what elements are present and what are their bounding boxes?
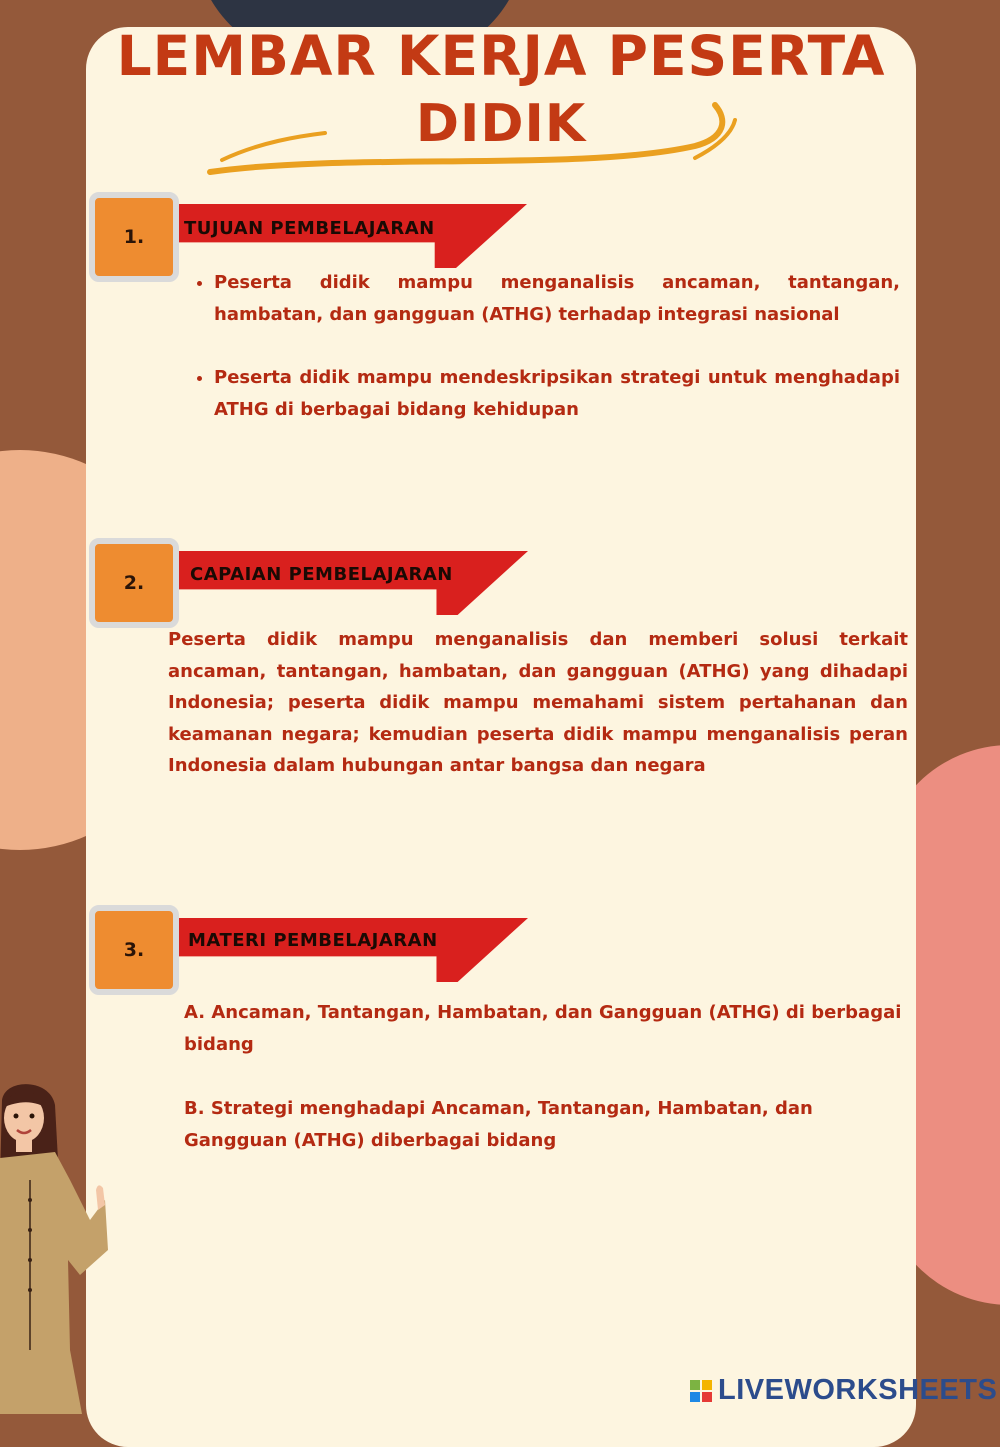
page-title-line-2: DIDIK xyxy=(415,94,587,154)
objective-item: • Peserta didik mampu mendeskripsikan strategi untuk menghadapi ATHG di berbagai bidang kehidupan xyxy=(214,362,900,425)
section-1-content xyxy=(186,267,900,457)
material-item-a: A. Ancaman, Tantangan, Hambatan, dan Gangguan (ATHG) di berbagai bidang xyxy=(184,1002,902,1055)
liveworksheets-watermark xyxy=(690,1374,997,1407)
section-2-number: 2. xyxy=(89,538,179,628)
watermark-text: LIVEWORKSHEETS xyxy=(718,1374,998,1406)
page-title-line-1: LEMBAR KERJA PESERTA xyxy=(116,24,886,88)
section-3-content xyxy=(184,997,906,1156)
section-1-heading: TUJUAN PEMBELAJARAN xyxy=(184,218,435,239)
section-2-heading: CAPAIAN PEMBELAJARAN xyxy=(190,564,453,585)
title-swoosh-decoration xyxy=(200,100,760,190)
section-2-paragraph: Peserta didik mampu menganalisis dan memberi solusi terkait ancaman, tantangan, hambatan, dan gangguan (ATHG) yang dihadapi Indonesia; peserta didik mampu memahami sistem pertahanan dan keamanan negara; kemudian peserta didik mampu menganalisis peran Indonesia dalam hubungan antar bangsa dan negara xyxy=(168,629,908,776)
objective-item: • Peserta didik mampu menganalisis ancaman, tantangan, hambatan, dan gangguan (ATHG) terhadap integrasi nasional xyxy=(214,267,900,330)
section-3-heading: MATERI PEMBELAJARAN xyxy=(188,930,438,951)
section-3-number: 3. xyxy=(89,905,179,995)
section-1-number: 1. xyxy=(89,192,179,282)
teacher-illustration xyxy=(0,1080,120,1414)
liveworksheets-logo-icon xyxy=(690,1380,712,1402)
material-item-b: B. Strategi menghadapi Ancaman, Tantangan, Hambatan, dan Gangguan (ATHG) diberbagai bidang xyxy=(184,1098,813,1151)
